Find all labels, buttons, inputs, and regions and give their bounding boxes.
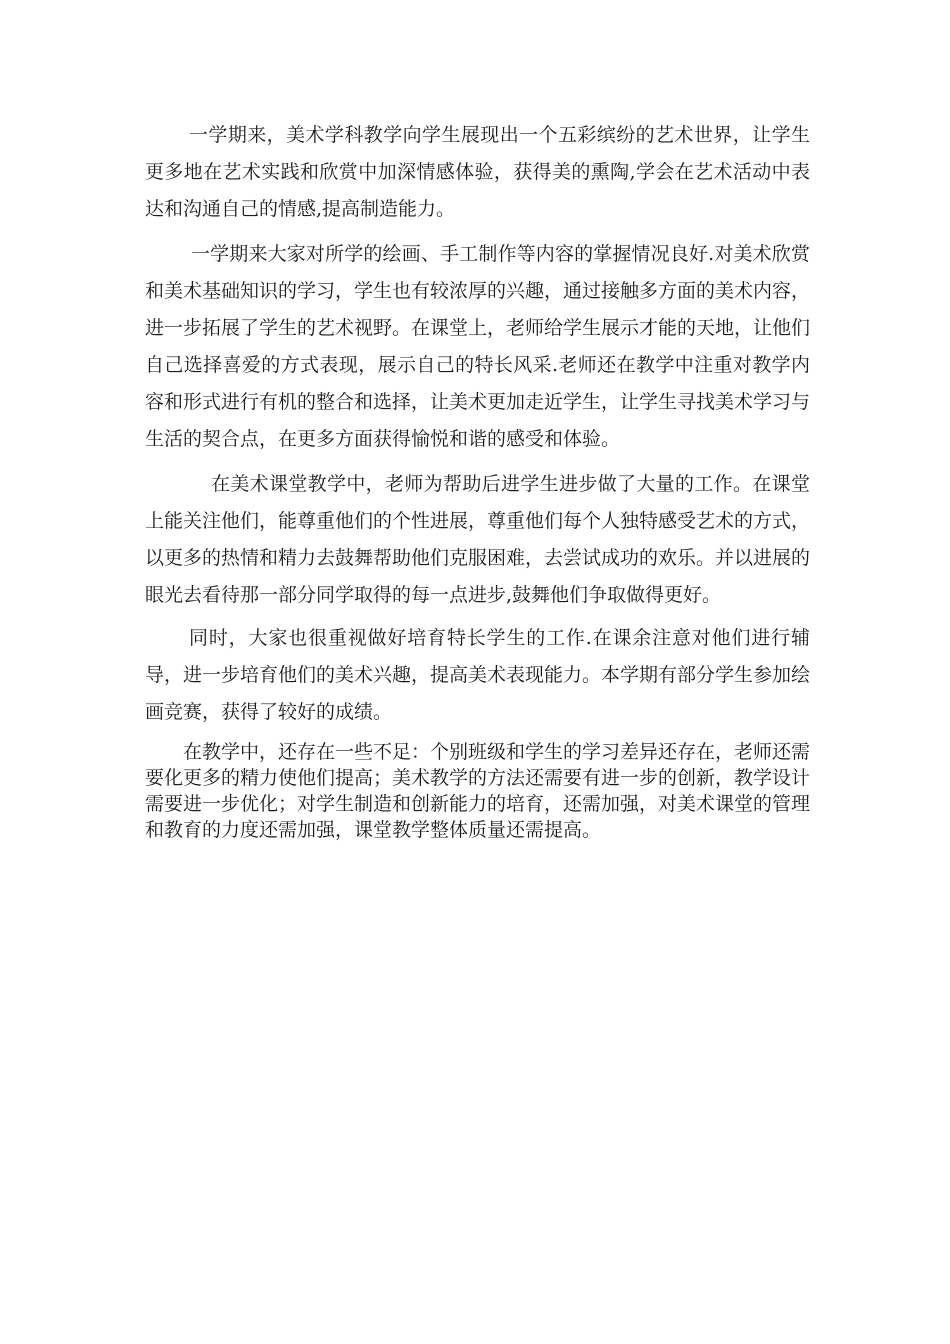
- paragraph-1: 一学期来，美术学科教学向学生展现出一个五彩缤纷的艺术世界，让学生更多地在艺术实践和欣赏中加深情感体验，获得美的熏陶,学会在艺术活动中表达和沟通自己的情感,提高制造能力。: [145, 124, 810, 220]
- paragraph-4: 同时，大家也很重视做好培育特长学生的工作.在课余注意对他们进行辅导，进一步培育他们的美术兴趣，提高美术表现能力。本学期有部分学生参加绘画竞赛，获得了较好的成绩。: [145, 627, 811, 723]
- document-body: [145, 117, 810, 843]
- paragraph-5: 在教学中，还存在一些不足：个别班级和学生的学习差异还存在，老师还需要化更多的精力使他们提高；美术教学的方法还需要有进一步的创新，教学设计需要进一步优化；对学生制造和创新能力的培育，还需加强，对美术课堂的管理和教育的力度还需加强，课堂教学整体质量还需提高。: [145, 741, 811, 841]
- paragraph-3: 在美术课堂教学中，老师为帮助后进学生进步做了大量的工作。在课堂上能关注他们，能尊重他们的个性进展，尊重他们每个人独特感受艺术的方式，以更多的热情和精力去鼓舞帮助他们克服困难，去尝试成功的欢乐。并以进展的眼光去看待那一部分同学取得的每一点进步,鼓舞他们争取做得更好。: [145, 473, 811, 606]
- paragraph-2: 一学期来大家对所学的绘画、手工制作等内容的掌握情况良好.对美术欣赏和美术基础知识的学习，学生也有较浓厚的兴趣，通过接触多方面的美术内容，进一步拓展了学生的艺术视野。在课堂上，老师给学生展示才能的天地，让他们自己选择喜爱的方式表现，展示自己的特长风采.老师还在教学中注重对教学内容和形式进行有机的整合和选择，让美术更加走近学生，让学生寻找美术学习与生活的契合点，在更多方面获得愉悦和谐的感受和体验。: [145, 243, 811, 450]
